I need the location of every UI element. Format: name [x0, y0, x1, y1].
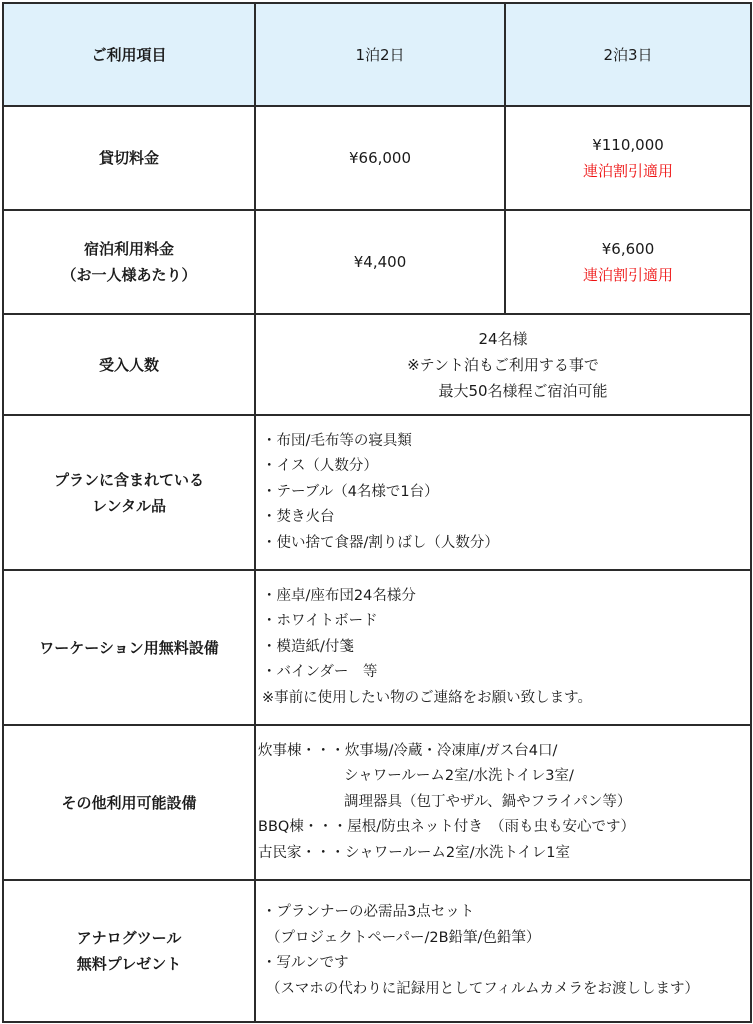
capacity-line3: 最大50名様程ご宿泊可能	[438, 381, 608, 400]
charter-fee-plan2-cell	[505, 106, 751, 210]
workation-row	[3, 570, 751, 725]
capacity-cell	[255, 314, 751, 415]
list-item: （プロジェクトペーパー/2B鉛筆/色鉛筆）	[266, 929, 541, 946]
lodging-fee-label-line2: （お一人様あたり）	[61, 266, 197, 284]
capacity-line1: 24名様	[478, 329, 528, 348]
list-item: ・プランナーの必需品3点セット	[262, 904, 475, 920]
facility-line: シャワールーム2室/水洗トイレ3室/	[344, 768, 574, 785]
rentals-label-line2: レンタル品	[91, 496, 167, 515]
analog-tools-label	[3, 880, 255, 1022]
list-item: ・座卓/座布団24名様分	[262, 587, 416, 604]
list-item: ・写ルンです	[262, 955, 349, 971]
lodging-fee-label-line1: 宿泊利用料金	[83, 240, 174, 258]
other-facilities-label: その他利用可能設備	[3, 725, 255, 880]
header-item-label: ご利用項目	[3, 3, 255, 106]
workation-list	[255, 570, 751, 725]
other-facilities-row	[3, 725, 751, 880]
list-item: ・使い捨て食器/割りばし（人数分）	[262, 534, 499, 551]
charter-fee-plan2-price: ¥110,000	[592, 136, 664, 154]
header-row	[3, 3, 751, 106]
facility-line: 調理器具（包丁やザル、鍋やフライパン等）	[344, 793, 632, 810]
facility-line: 炊事棟・・・炊事場/冷蔵・冷凍庫/ガス台4口/	[258, 742, 558, 759]
list-item: ・テーブル（4名様で1台）	[262, 483, 439, 500]
list-item: ・バインダー 等	[262, 664, 378, 681]
rentals-label-line1: プランに含まれている	[53, 470, 204, 489]
charter-fee-plan1-price: ¥66,000	[255, 106, 505, 210]
facility-line: BBQ棟・・・屋根/防虫ネット付き （雨も虫も安心です）	[258, 819, 635, 836]
list-item: ・焚き火台	[262, 509, 335, 526]
analog-tools-label-line2: 無料プレゼント	[76, 955, 182, 973]
analog-tools-label-line1: アナログツール	[76, 929, 182, 947]
list-item: ・ホワイトボード	[262, 613, 378, 630]
capacity-row	[3, 314, 751, 415]
lodging-fee-label	[3, 210, 255, 314]
list-item: （スマホの代わりに記録用としてフィルムカメラをお渡しします）	[266, 980, 699, 997]
list-item: ・模造紙/付箋	[262, 638, 354, 655]
charter-fee-plan2-note: 連泊割引適用	[582, 162, 673, 180]
charter-fee-row	[3, 106, 751, 210]
capacity-line2: ※テント泊もご利用する事で	[407, 355, 599, 374]
lodging-fee-plan2-note: 連泊割引適用	[582, 266, 673, 284]
pricing-table	[2, 2, 752, 1023]
analog-tools-row	[3, 880, 751, 1022]
list-item: ・布団/毛布等の寝具類	[262, 432, 412, 449]
list-item: ※事前に使用したい物のご連絡をお願い致します。	[262, 689, 592, 706]
lodging-fee-row	[3, 210, 751, 314]
facility-line: 古民家・・・シャワールーム2室/水洗トイレ1室	[258, 844, 571, 861]
rentals-row	[3, 415, 751, 570]
workation-label: ワーケーション用無料設備	[3, 570, 255, 725]
rentals-list	[255, 415, 751, 570]
header-plan1: 1泊2日	[255, 3, 505, 106]
charter-fee-label: 貸切料金	[3, 106, 255, 210]
capacity-label: 受入人数	[3, 314, 255, 415]
lodging-fee-plan1-price: ¥4,400	[255, 210, 505, 314]
lodging-fee-plan2-price: ¥6,600	[601, 240, 655, 258]
header-plan2: 2泊3日	[505, 3, 751, 106]
rentals-label	[3, 415, 255, 570]
other-facilities-list	[255, 725, 751, 880]
lodging-fee-plan2-cell	[505, 210, 751, 314]
analog-tools-list	[255, 880, 751, 1022]
list-item: ・イス（人数分）	[262, 458, 378, 475]
